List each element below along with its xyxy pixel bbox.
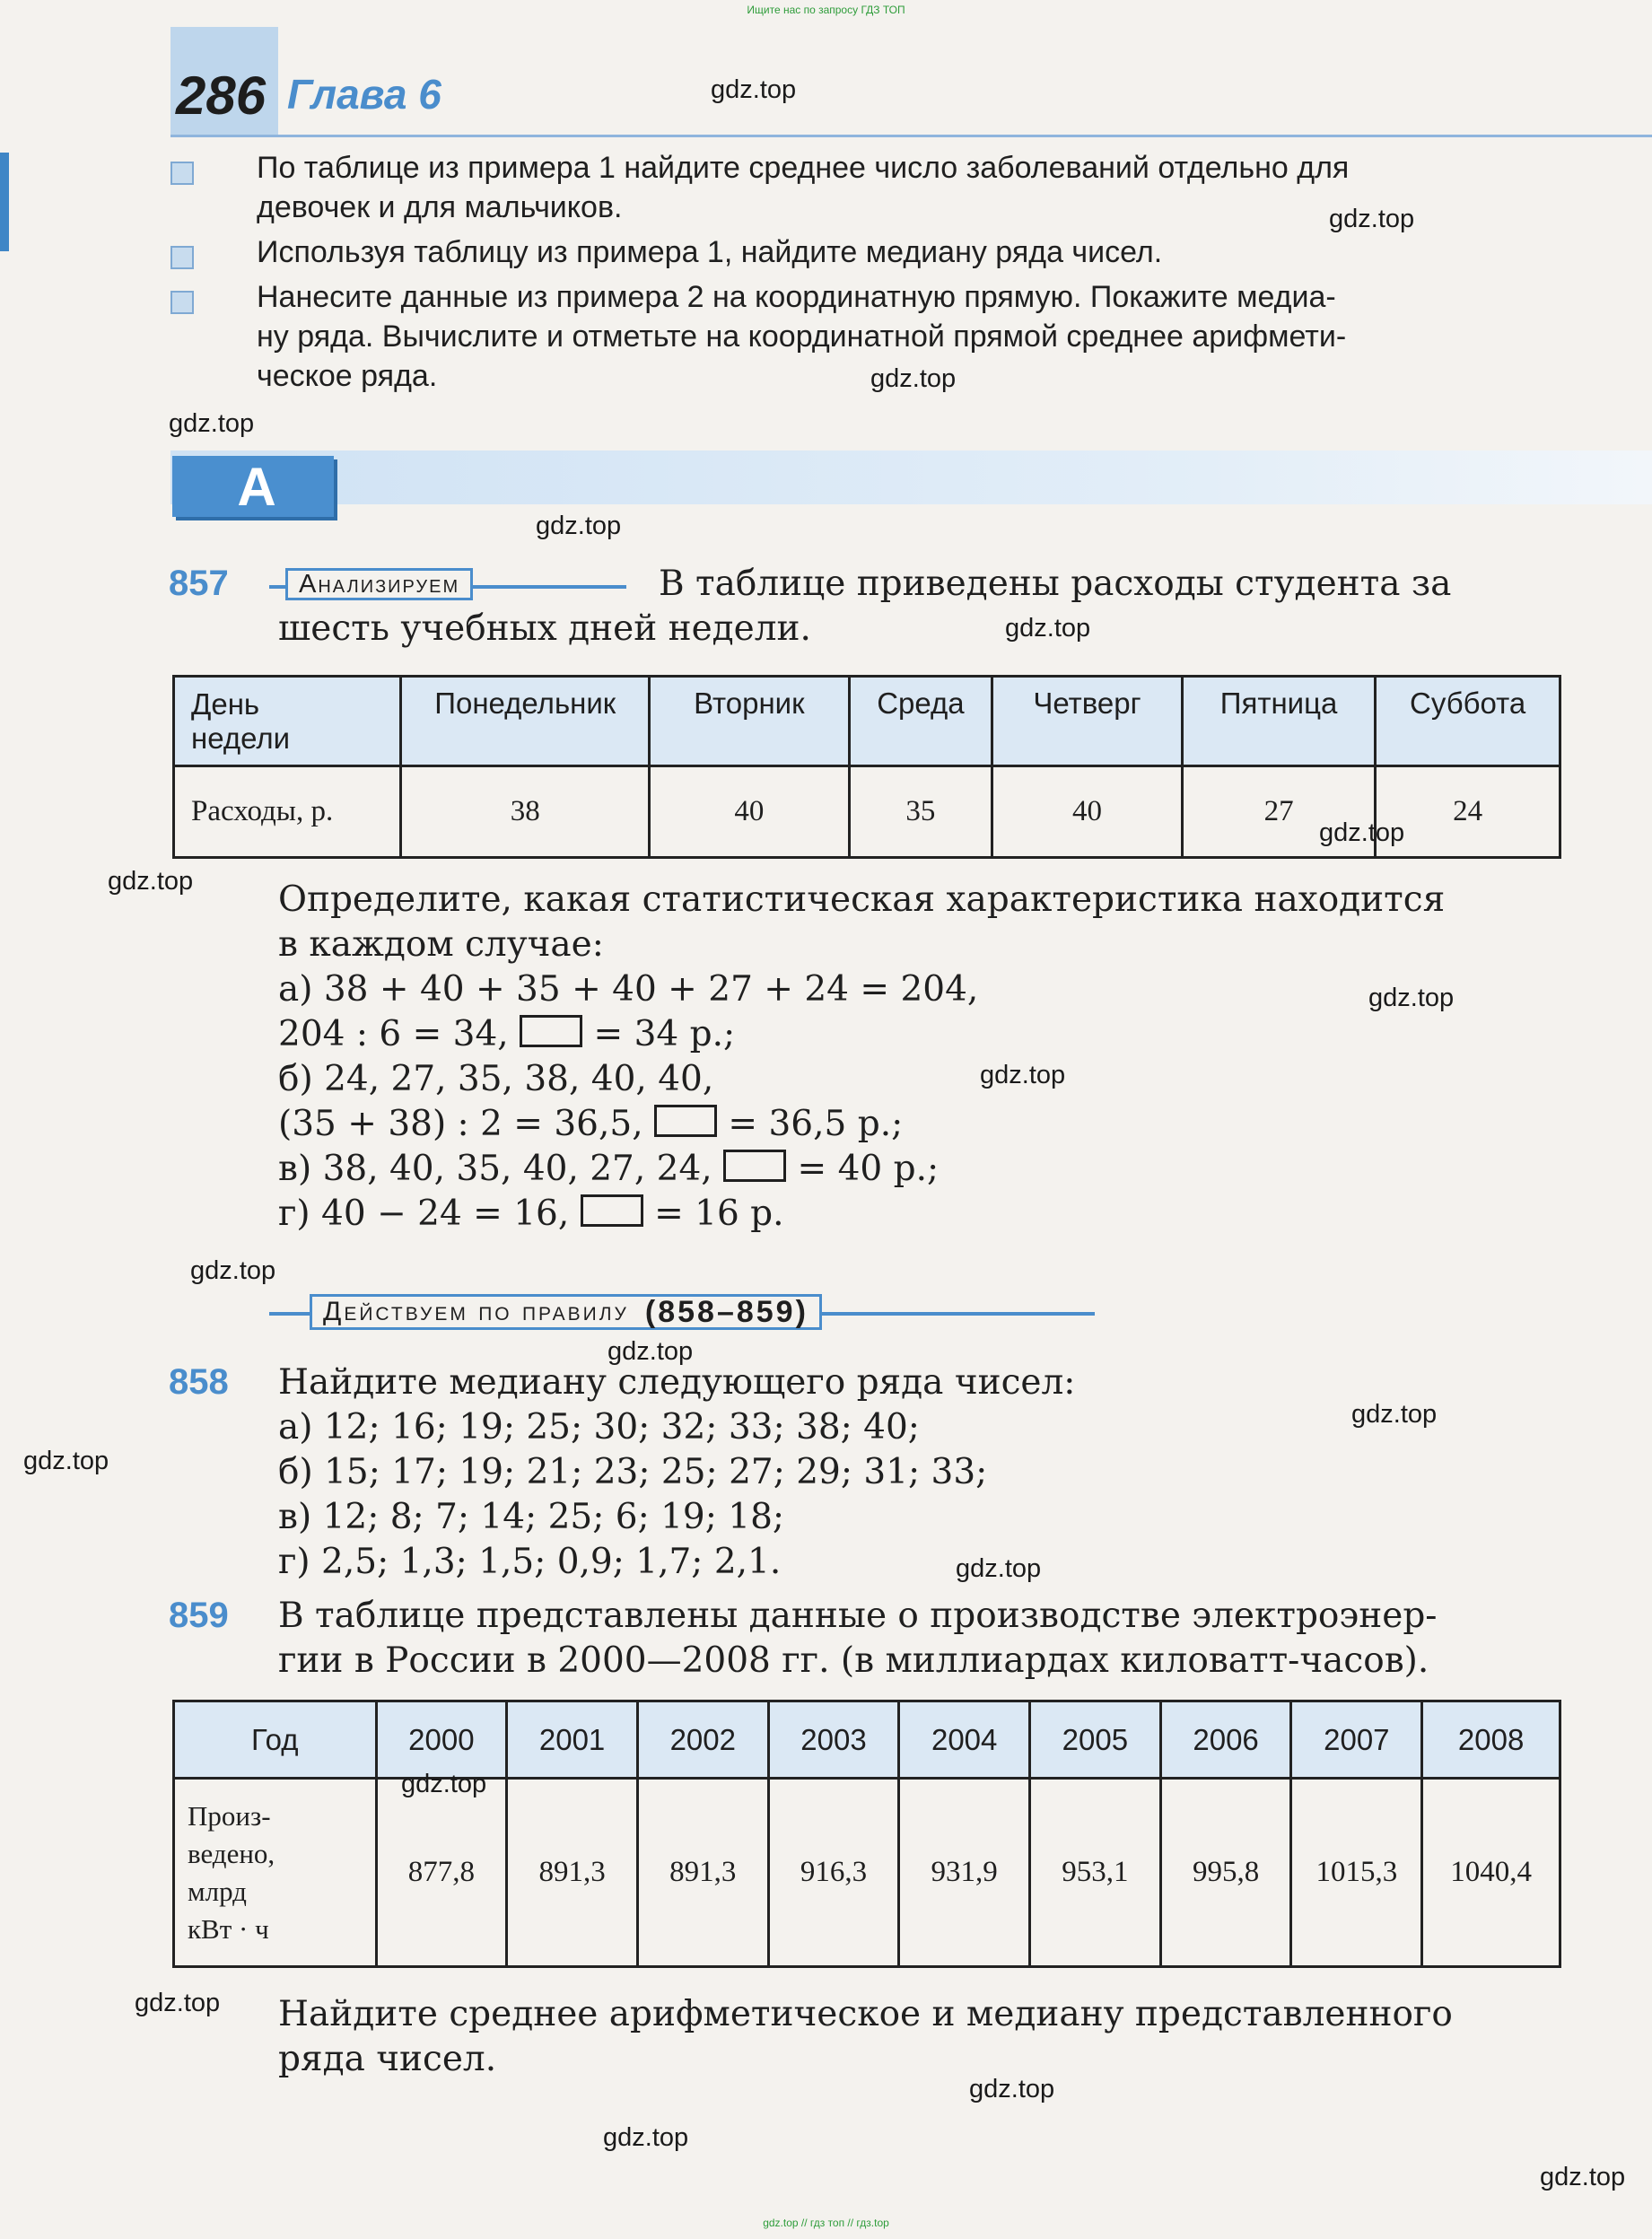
case-line	[278, 1149, 939, 1189]
table-cell: 931,9	[899, 1779, 1030, 1967]
watermark: gdz.top	[135, 1989, 221, 2017]
table-cell: 40	[650, 766, 850, 858]
case-line	[278, 1194, 784, 1234]
table-cell: 877,8	[376, 1779, 507, 1967]
section-range: (858–859)	[644, 1294, 809, 1329]
exercise-text: шесть учебных дней недели.	[278, 608, 811, 649]
header-line: День	[191, 687, 260, 721]
case-expression: 204 : 6 = 34,	[278, 1014, 509, 1054]
question-marker-icon	[170, 291, 194, 314]
level-letter: А	[237, 457, 276, 517]
table-row-label: Расходы, р.	[174, 766, 401, 858]
watermark: gdz.top	[980, 1061, 1066, 1089]
watermark: gdz.top	[603, 2123, 689, 2152]
header-rule	[170, 135, 1652, 137]
label-line: Произ-	[188, 1799, 271, 1832]
table-cell: 1015,3	[1291, 1779, 1422, 1967]
intro-question-line: По таблице из примера 1 найдите среднее число заболеваний отдельно для	[257, 151, 1350, 185]
side-strip	[0, 153, 9, 251]
intro-question-line: Используя таблицу из примера 1, найдите медиану ряда чисел.	[257, 235, 1163, 269]
table-header-cell: 2005	[1030, 1701, 1161, 1779]
watermark: gdz.top	[969, 2075, 1055, 2103]
table-header-cell: 2004	[899, 1701, 1030, 1779]
page-number: 286	[176, 66, 267, 126]
case-result: = 40 р.;	[797, 1149, 940, 1189]
case-line: б) 24, 27, 35, 38, 40, 40,	[278, 1059, 714, 1099]
exercise-text: В таблице приведены расходы студента за	[659, 564, 1452, 604]
table-header-cell: 2003	[768, 1701, 899, 1779]
intro-question-line: девочек и для мальчиков.	[257, 190, 623, 224]
section-title: Действуем по правилу	[323, 1297, 629, 1326]
intro-question-line: ческое ряда.	[257, 359, 438, 393]
table-header-cell	[174, 677, 401, 766]
exercise-number: 859	[169, 1596, 229, 1635]
top-note: Ищите нас по запросу ГДЗ ТОП	[747, 4, 905, 16]
watermark: gdz.top	[956, 1554, 1042, 1583]
section-header	[310, 1294, 822, 1330]
case-expression: (35 + 38) : 2 = 36,5,	[278, 1104, 643, 1144]
bottom-note: gdz.top // гдз топ // гдз.top	[763, 2217, 889, 2229]
watermark: gdz.top	[1319, 818, 1405, 847]
case-line: а) 38 + 40 + 35 + 40 + 27 + 24 = 204,	[278, 969, 979, 1010]
table-header-cell: 2000	[376, 1701, 507, 1779]
watermark: gdz.top	[1329, 205, 1415, 233]
label-line: ведено,	[188, 1837, 275, 1869]
table-cell: 953,1	[1030, 1779, 1161, 1967]
chapter-title: Глава 6	[287, 71, 441, 118]
watermark: gdz.top	[1540, 2163, 1626, 2191]
table-cell: 916,3	[768, 1779, 899, 1967]
table-header-cell: 2008	[1422, 1701, 1560, 1779]
case-result: = 36,5 р.;	[728, 1104, 904, 1144]
answer-box	[723, 1150, 786, 1182]
table-header-cell: 2001	[507, 1701, 638, 1779]
case-expression: в) 38, 40, 35, 40, 27, 24,	[278, 1149, 712, 1189]
table-header-cell: Год	[174, 1701, 377, 1779]
table-cell: 27	[1182, 766, 1376, 858]
answer-box	[654, 1105, 717, 1137]
table-header-cell: 2006	[1160, 1701, 1291, 1779]
tag-label: Анализируем	[299, 569, 460, 599]
case-line	[278, 1104, 903, 1144]
watermark: gdz.top	[536, 512, 622, 540]
table-header-cell: Суббота	[1376, 677, 1560, 766]
exercise-text: Определите, какая статистическая характеристика находится	[278, 879, 1446, 920]
watermark: gdz.top	[711, 75, 797, 104]
answer-box	[520, 1015, 582, 1047]
table-header-cell: 2002	[637, 1701, 768, 1779]
table-row-label	[174, 1779, 377, 1967]
table-header-cell: Среда	[849, 677, 992, 766]
table-header-cell: Вторник	[650, 677, 850, 766]
watermark: gdz.top	[1368, 984, 1455, 1012]
table-cell: 35	[849, 766, 992, 858]
exercise-text: ряда чисел.	[278, 2039, 497, 2079]
label-line: кВт · ч	[188, 1912, 269, 1945]
intro-question-line: ну ряда. Вычислите и отметьте на координатной прямой среднее арифмети-	[257, 319, 1347, 354]
exercise-text: Найдите среднее арифметическое и медиану представленного	[278, 1994, 1453, 2034]
watermark: gdz.top	[190, 1256, 276, 1285]
watermark: gdz.top	[1005, 614, 1091, 643]
case-result: = 34 р.;	[593, 1014, 736, 1054]
label-line: млрд	[188, 1875, 247, 1907]
level-band	[170, 450, 1652, 504]
watermark: gdz.top	[23, 1447, 109, 1475]
case-result: = 16 р.	[654, 1194, 784, 1234]
watermark: gdz.top	[870, 364, 957, 393]
table-cell: 891,3	[507, 1779, 638, 1967]
exercise-number: 857	[169, 564, 229, 603]
table-cell: 891,3	[637, 1779, 768, 1967]
watermark: gdz.top	[607, 1337, 694, 1366]
case-line	[278, 1014, 735, 1054]
table-cell: 38	[401, 766, 650, 858]
list-item: а) 12; 16; 19; 25; 30; 32; 33; 38; 40;	[278, 1407, 920, 1447]
table-cell: 24	[1376, 766, 1560, 858]
watermark: gdz.top	[1351, 1400, 1438, 1429]
watermark: gdz.top	[169, 409, 255, 438]
table-cell: 1040,4	[1422, 1779, 1560, 1967]
tag-analyze	[285, 568, 473, 600]
table-header-cell: Пятница	[1182, 677, 1376, 766]
case-expression: г) 40 − 24 = 16,	[278, 1194, 570, 1234]
intro-question-line: Нанесите данные из примера 2 на координатную прямую. Покажите медиа-	[257, 280, 1336, 314]
question-marker-icon	[170, 246, 194, 269]
electricity-table	[172, 1700, 1561, 1968]
table-cell: 995,8	[1160, 1779, 1291, 1967]
exercise-text: гии в России в 2000—2008 гг. (в миллиардах киловатт-часов).	[278, 1640, 1429, 1681]
watermark: gdz.top	[108, 867, 194, 896]
list-item: б) 15; 17; 19; 21; 23; 25; 27; 29; 31; 33;	[278, 1452, 988, 1492]
question-marker-icon	[170, 162, 194, 185]
exercise-number: 858	[169, 1362, 229, 1402]
table-header-cell: Четверг	[992, 677, 1183, 766]
header-line: недели	[191, 721, 291, 755]
exercise-text: В таблице представлены данные о производстве электроэнер-	[278, 1596, 1438, 1636]
table-cell: 40	[992, 766, 1183, 858]
table-header-cell: Понедельник	[401, 677, 650, 766]
exercise-text: в каждом случае:	[278, 924, 604, 965]
answer-box	[581, 1194, 643, 1227]
table-header-cell: 2007	[1291, 1701, 1422, 1779]
watermark: gdz.top	[401, 1770, 487, 1798]
exercise-text: Найдите медиану следующего ряда чисел:	[278, 1362, 1076, 1403]
list-item: в) 12; 8; 7; 14; 25; 6; 19; 18;	[278, 1497, 785, 1537]
list-item: г) 2,5; 1,3; 1,5; 0,9; 1,7; 2,1.	[278, 1542, 782, 1582]
